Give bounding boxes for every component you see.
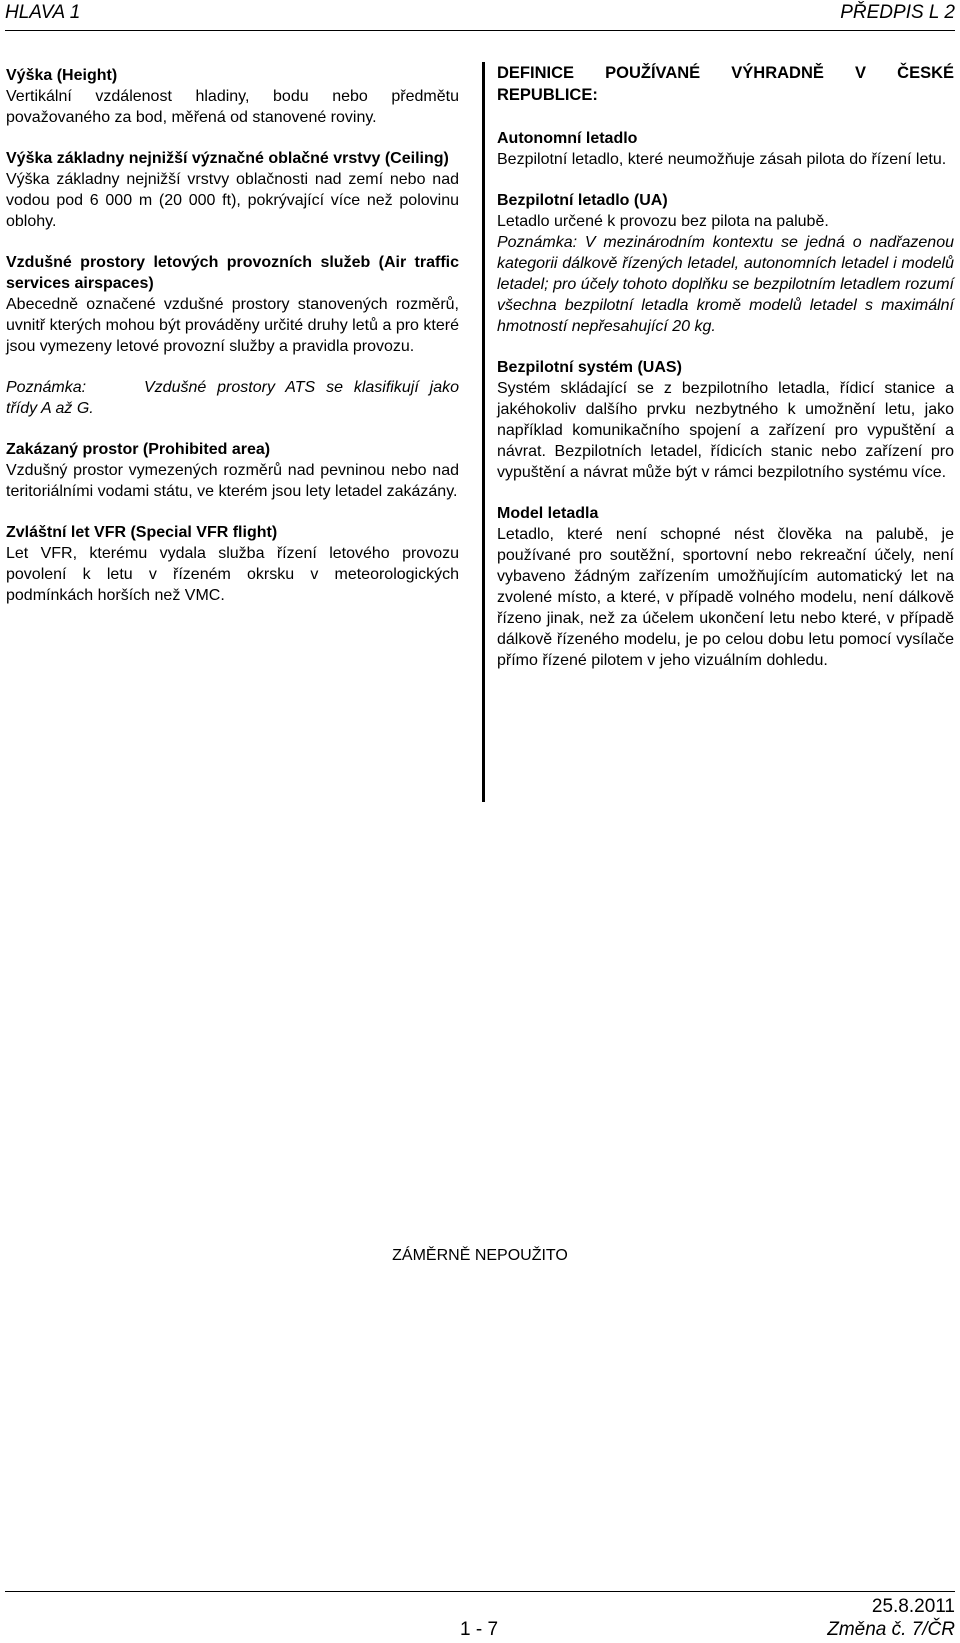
change-bar <box>482 62 485 802</box>
definition-term: Zvláštní let VFR (Special VFR flight) <box>6 524 278 541</box>
definition-text: Systém skládající se z bezpilotního letadla, řídicí stanice a jakéhokoliv dalšího prvku nezbytného k umožnění letu, jako například komunikačního spojení a zařízení pro vypuštění a návrat. Bezpilotních letadel, řídicích stanic nebo zařízení pro vypuštění a návrat může být v rámci bezpilotního systému více. <box>497 380 954 481</box>
definition-term: Autonomní letadlo <box>497 130 638 147</box>
definition-ceiling <box>6 148 459 232</box>
definition-term: Vzdušné prostory letových provozních služeb (Air traffic services airspaces) <box>6 254 459 292</box>
page-footer <box>5 1591 955 1642</box>
section-title-line2: REPUBLICE: <box>497 86 598 104</box>
section-title-line1: DEFINICE POUŽÍVANÉ VÝHRADNĚ V ČESKÉ <box>497 64 954 82</box>
definition-note <box>6 377 459 419</box>
definition-autonomous-aircraft <box>497 128 954 170</box>
page-header <box>5 0 955 31</box>
definition-text: Abecedně označené vzdušné prostory stanovených rozměrů, uvnitř kterých mohou být prováděny určité druhy letů a pro které jsou vymezeny letové provozní služby a pravidla provozu. <box>6 296 459 355</box>
definition-unmanned-aircraft <box>497 190 954 337</box>
right-column <box>497 62 954 691</box>
intentionally-unused-note: ZÁMĚRNĚ NEPOUŽITO <box>392 1247 568 1264</box>
note-label: Poznámka: <box>6 379 87 396</box>
note-text: Vzdušné prostory ATS se klasifikují jako třídy A až G. <box>6 379 459 417</box>
definition-term: Model letadla <box>497 505 599 522</box>
definition-prohibited-area <box>6 439 459 502</box>
chapter-label: HLAVA 1 <box>5 2 81 23</box>
definition-note: Poznámka: V mezinárodním kontextu se jedná o nadřazenou kategorii dálkově řízených letadel, autonomních letadel i modelů letadel; pro účely tohoto doplňku se bezpilotním letadlem rozumí všechna bezpilotní letadla kromě modelů letadel s maximální hmotností nepřesahující 20 kg. <box>497 234 954 335</box>
definition-text: Výška základny nejnižší vrstvy oblačnosti nad zemí nebo nad vodou pod 6 000 m (20 000 ft), pokrývající více než polovinu oblohy. <box>6 171 459 230</box>
definition-term: Výška základny nejnižší význačné oblačné vrstvy (Ceiling) <box>6 150 449 167</box>
definition-term: Výška (Height) <box>6 67 118 84</box>
definition-unmanned-system <box>497 357 954 483</box>
definition-term: Bezpilotní systém (UAS) <box>497 359 682 376</box>
footer-change: Změna č. 7/ČR <box>827 1619 955 1640</box>
definition-term: Bezpilotní letadlo (UA) <box>497 192 668 209</box>
definition-ats-airspaces <box>6 252 459 419</box>
left-column <box>6 65 459 626</box>
definition-text: Bezpilotní letadlo, které neumožňuje zásah pilota do řízení letu. <box>497 151 947 168</box>
definition-text: Vzdušný prostor vymezených rozměrů nad pevninou nebo nad teritoriálními vodami státu, ve kterém jsou lety letadel zakázány. <box>6 462 459 500</box>
definition-text: Let VFR, kterému vydala služba řízení letového provozu povolení k letu v řízeném okrsku v meteorologických podmínkách horších než VMC. <box>6 545 459 604</box>
definition-term: Zakázaný prostor (Prohibited area) <box>6 441 271 458</box>
definition-text: Vertikální vzdálenost hladiny, bodu nebo předmětu považovaného za bod, měřená od stanovené roviny. <box>6 88 459 126</box>
definition-special-vfr <box>6 522 459 606</box>
regulation-label: PŘEDPIS L 2 <box>840 2 955 23</box>
definition-height <box>6 65 459 128</box>
page-number: 1 - 7 <box>460 1619 499 1640</box>
footer-date: 25.8.2011 <box>871 1596 955 1617</box>
definition-model-aircraft <box>497 503 954 671</box>
section-title <box>497 62 954 106</box>
definition-text: Letadlo, které není schopné nést člověka na palubě, je používané pro soutěžní, sportovní nebo rekreační účely, není vybaveno žádným zařízením umožňujícím automatický let na zvolené místo, a které, v případě volného modelu, není dálkově řízeno jinak, než za účelem ukončení letu nebo které, v případě dálkově řízeného modelu, je po celou dobu letu pomocí vysílače přímo řízené pilotem v jeho vizuálním dohledu. <box>497 526 954 669</box>
definition-text: Letadlo určené k provozu bez pilota na palubě. <box>497 213 829 230</box>
